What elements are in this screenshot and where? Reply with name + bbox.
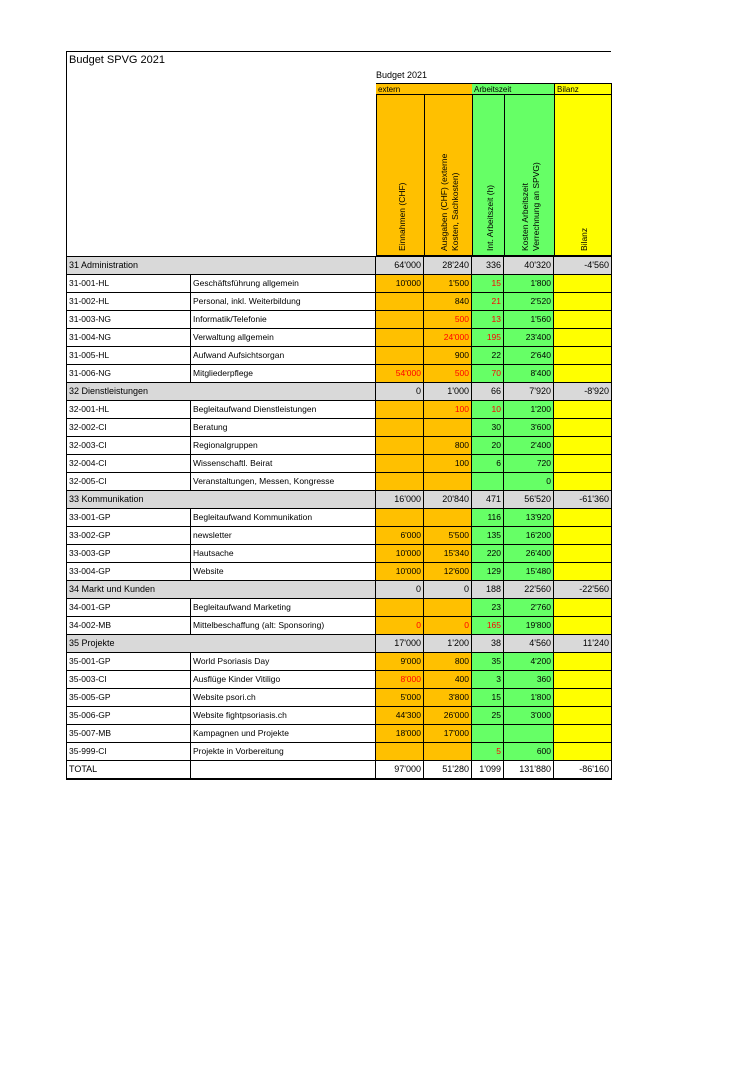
cell-bilanz xyxy=(554,347,612,365)
cell-ausgaben xyxy=(424,599,472,617)
cell-section-spacer xyxy=(191,257,376,275)
cell-ausgaben: 24'000 xyxy=(424,329,472,347)
cell-ausgaben: 500 xyxy=(424,311,472,329)
budget-sheet xyxy=(66,51,611,780)
cell-bilanz xyxy=(554,617,612,635)
col-kosten-label-1: Kosten Arbeitszeit xyxy=(519,182,530,251)
cell-section-label: 31 Administration xyxy=(67,257,191,275)
cell-code: 32-001-HL xyxy=(67,401,191,419)
col-ausgaben-label-1: Ausgaben (CHF) (externe xyxy=(438,153,449,251)
cell-einnahmen xyxy=(376,293,424,311)
cell-kosten: 16'200 xyxy=(504,527,554,545)
cell-code: 33-001-GP xyxy=(67,509,191,527)
cell-stunden: 129 xyxy=(472,563,504,581)
cell-einnahmen xyxy=(376,311,424,329)
budget-table xyxy=(66,256,612,780)
cell-ausgaben: 900 xyxy=(424,347,472,365)
cell-ausgaben xyxy=(424,473,472,491)
cell-stunden: 21 xyxy=(472,293,504,311)
cell-stunden: 116 xyxy=(472,509,504,527)
cell-description: Beratung xyxy=(191,419,376,437)
cell-description: Hautsache xyxy=(191,545,376,563)
section-row xyxy=(67,635,612,653)
cell-stunden: 220 xyxy=(472,545,504,563)
cell-ausgaben: 51'280 xyxy=(424,761,472,780)
cell-einnahmen: 10'000 xyxy=(376,545,424,563)
cell-kosten: 22'560 xyxy=(504,581,554,599)
cell-description: Verwaltung allgemein xyxy=(191,329,376,347)
col-ausgaben-label-2: Kosten, Sachkosten) xyxy=(449,172,460,251)
cell-kosten: 0 xyxy=(504,473,554,491)
table-row xyxy=(67,725,612,743)
cell-kosten: 1'800 xyxy=(504,275,554,293)
cell-description: Regionalgruppen xyxy=(191,437,376,455)
cell-ausgaben: 1'500 xyxy=(424,275,472,293)
cell-section-spacer xyxy=(191,761,376,780)
table-row xyxy=(67,275,612,293)
cell-code: 33-002-GP xyxy=(67,527,191,545)
table-row xyxy=(67,401,612,419)
cell-bilanz xyxy=(554,563,612,581)
cell-kosten: 1'200 xyxy=(504,401,554,419)
cell-section-label: TOTAL xyxy=(67,761,191,780)
cell-stunden: 23 xyxy=(472,599,504,617)
cell-einnahmen xyxy=(376,509,424,527)
cell-einnahmen: 18'000 xyxy=(376,725,424,743)
cell-description: Geschäftsführung allgemein xyxy=(191,275,376,293)
cell-kosten: 13'920 xyxy=(504,509,554,527)
table-row xyxy=(67,545,612,563)
cell-ausgaben: 840 xyxy=(424,293,472,311)
cell-kosten: 2'640 xyxy=(504,347,554,365)
cell-einnahmen xyxy=(376,419,424,437)
cell-einnahmen: 16'000 xyxy=(376,491,424,509)
cell-code: 32-003-CI xyxy=(67,437,191,455)
cell-kosten: 19'800 xyxy=(504,617,554,635)
budget-table-body xyxy=(67,257,612,780)
cell-bilanz xyxy=(554,473,612,491)
cell-code: 34-001-GP xyxy=(67,599,191,617)
cell-code: 31-005-HL xyxy=(67,347,191,365)
cell-kosten: 1'560 xyxy=(504,311,554,329)
cell-stunden: 15 xyxy=(472,689,504,707)
cell-code: 31-006-NG xyxy=(67,365,191,383)
cell-einnahmen: 6'000 xyxy=(376,527,424,545)
cell-ausgaben: 800 xyxy=(424,437,472,455)
cell-kosten: 600 xyxy=(504,743,554,761)
cell-einnahmen: 0 xyxy=(376,383,424,401)
cell-code: 32-002-CI xyxy=(67,419,191,437)
col-kosten-label-2: Verrechnung an SPVG) xyxy=(530,162,541,251)
cell-stunden: 471 xyxy=(472,491,504,509)
cell-stunden: 38 xyxy=(472,635,504,653)
cell-ausgaben: 800 xyxy=(424,653,472,671)
cell-kosten: 4'560 xyxy=(504,635,554,653)
cell-ausgaben: 26'000 xyxy=(424,707,472,725)
section-row xyxy=(67,581,612,599)
cell-stunden: 70 xyxy=(472,365,504,383)
cell-stunden: 1'099 xyxy=(472,761,504,780)
cell-ausgaben: 0 xyxy=(424,617,472,635)
cell-stunden xyxy=(472,725,504,743)
cell-stunden: 135 xyxy=(472,527,504,545)
cell-stunden: 13 xyxy=(472,311,504,329)
cell-code: 33-003-GP xyxy=(67,545,191,563)
table-row xyxy=(67,743,612,761)
table-row xyxy=(67,707,612,725)
col-einnahmen-label: Einnahmen (CHF) xyxy=(396,182,407,251)
cell-ausgaben: 17'000 xyxy=(424,725,472,743)
cell-einnahmen xyxy=(376,455,424,473)
cell-code: 33-004-GP xyxy=(67,563,191,581)
table-row xyxy=(67,509,612,527)
table-row xyxy=(67,365,612,383)
col-header-einnahmen xyxy=(376,95,424,256)
cell-bilanz: -61'360 xyxy=(554,491,612,509)
cell-ausgaben xyxy=(424,419,472,437)
sheet-title: Budget SPVG 2021 xyxy=(66,51,611,68)
group-bilanz: Bilanz xyxy=(554,83,612,95)
table-row xyxy=(67,419,612,437)
group-arbeitszeit: Arbeitszeit xyxy=(472,83,554,95)
cell-kosten: 40'320 xyxy=(504,257,554,275)
cell-bilanz xyxy=(554,671,612,689)
cell-code: 31-003-NG xyxy=(67,311,191,329)
table-row xyxy=(67,563,612,581)
cell-bilanz: -86'160 xyxy=(554,761,612,780)
cell-description: Begleitaufwand Dienstleistungen xyxy=(191,401,376,419)
cell-bilanz xyxy=(554,599,612,617)
cell-bilanz xyxy=(554,329,612,347)
cell-einnahmen xyxy=(376,329,424,347)
cell-kosten xyxy=(504,725,554,743)
cell-description: World Psoriasis Day xyxy=(191,653,376,671)
cell-section-spacer xyxy=(191,383,376,401)
cell-ausgaben: 1'200 xyxy=(424,635,472,653)
cell-bilanz xyxy=(554,545,612,563)
cell-description: Website psori.ch xyxy=(191,689,376,707)
cell-einnahmen: 44'300 xyxy=(376,707,424,725)
cell-section-spacer xyxy=(191,635,376,653)
cell-description: Begleitaufwand Kommunikation xyxy=(191,509,376,527)
cell-stunden: 10 xyxy=(472,401,504,419)
cell-ausgaben: 12'600 xyxy=(424,563,472,581)
cell-einnahmen: 9'000 xyxy=(376,653,424,671)
cell-einnahmen xyxy=(376,347,424,365)
cell-code: 35-006-GP xyxy=(67,707,191,725)
cell-section-spacer xyxy=(191,491,376,509)
table-row xyxy=(67,671,612,689)
table-row xyxy=(67,329,612,347)
cell-einnahmen: 0 xyxy=(376,581,424,599)
cell-kosten: 1'800 xyxy=(504,689,554,707)
cell-bilanz xyxy=(554,743,612,761)
col-header-ausgaben xyxy=(424,95,472,256)
cell-einnahmen xyxy=(376,599,424,617)
cell-description: Personal, inkl. Weiterbildung xyxy=(191,293,376,311)
cell-kosten: 360 xyxy=(504,671,554,689)
cell-bilanz xyxy=(554,689,612,707)
cell-einnahmen xyxy=(376,437,424,455)
cell-code: 35-007-MB xyxy=(67,725,191,743)
cell-kosten: 720 xyxy=(504,455,554,473)
cell-einnahmen: 97'000 xyxy=(376,761,424,780)
cell-code: 35-001-GP xyxy=(67,653,191,671)
section-row xyxy=(67,491,612,509)
cell-section-label: 33 Kommunikation xyxy=(67,491,191,509)
group-extern: extern xyxy=(376,83,472,95)
cell-kosten: 3'000 xyxy=(504,707,554,725)
cell-stunden: 195 xyxy=(472,329,504,347)
col-header-bilanz xyxy=(554,95,612,256)
cell-description: Begleitaufwand Marketing xyxy=(191,599,376,617)
cell-ausgaben: 20'840 xyxy=(424,491,472,509)
cell-ausgaben: 100 xyxy=(424,455,472,473)
cell-kosten: 56'520 xyxy=(504,491,554,509)
cell-kosten: 131'880 xyxy=(504,761,554,780)
cell-code: 35-003-CI xyxy=(67,671,191,689)
cell-einnahmen: 54'000 xyxy=(376,365,424,383)
table-row xyxy=(67,347,612,365)
cell-bilanz xyxy=(554,275,612,293)
cell-section-label: 32 Dienstleistungen xyxy=(67,383,191,401)
cell-stunden: 336 xyxy=(472,257,504,275)
cell-ausgaben: 15'340 xyxy=(424,545,472,563)
cell-stunden: 35 xyxy=(472,653,504,671)
cell-code: 35-999-CI xyxy=(67,743,191,761)
cell-kosten: 2'760 xyxy=(504,599,554,617)
cell-description: newsletter xyxy=(191,527,376,545)
cell-code: 31-004-NG xyxy=(67,329,191,347)
cell-bilanz xyxy=(554,419,612,437)
cell-kosten: 3'600 xyxy=(504,419,554,437)
cell-bilanz xyxy=(554,293,612,311)
table-header xyxy=(66,68,611,256)
table-row xyxy=(67,437,612,455)
cell-bilanz xyxy=(554,653,612,671)
cell-einnahmen xyxy=(376,401,424,419)
cell-stunden: 66 xyxy=(472,383,504,401)
col-bilanz-label: Bilanz xyxy=(579,227,589,251)
cell-description: Projekte in Vorbereitung xyxy=(191,743,376,761)
cell-stunden: 3 xyxy=(472,671,504,689)
cell-bilanz xyxy=(554,725,612,743)
cell-einnahmen: 10'000 xyxy=(376,275,424,293)
cell-bilanz xyxy=(554,707,612,725)
section-row xyxy=(67,257,612,275)
cell-section-spacer xyxy=(191,581,376,599)
cell-section-label: 34 Markt und Kunden xyxy=(67,581,191,599)
cell-stunden: 20 xyxy=(472,437,504,455)
cell-code: 31-002-HL xyxy=(67,293,191,311)
cell-einnahmen: 17'000 xyxy=(376,635,424,653)
cell-ausgaben: 0 xyxy=(424,581,472,599)
cell-stunden: 25 xyxy=(472,707,504,725)
cell-code: 32-005-CI xyxy=(67,473,191,491)
cell-stunden: 6 xyxy=(472,455,504,473)
cell-bilanz xyxy=(554,527,612,545)
cell-stunden xyxy=(472,473,504,491)
col-header-arbeitszeit xyxy=(472,95,504,256)
total-row xyxy=(67,761,612,780)
cell-description: Informatik/Telefonie xyxy=(191,311,376,329)
cell-kosten: 4'200 xyxy=(504,653,554,671)
table-row xyxy=(67,653,612,671)
cell-ausgaben: 400 xyxy=(424,671,472,689)
cell-kosten: 15'480 xyxy=(504,563,554,581)
cell-description: Aufwand Aufsichtsorgan xyxy=(191,347,376,365)
cell-bilanz: -22'560 xyxy=(554,581,612,599)
table-row xyxy=(67,617,612,635)
table-row xyxy=(67,311,612,329)
cell-stunden: 15 xyxy=(472,275,504,293)
cell-ausgaben xyxy=(424,743,472,761)
cell-ausgaben: 500 xyxy=(424,365,472,383)
cell-einnahmen: 0 xyxy=(376,617,424,635)
cell-code: 35-005-GP xyxy=(67,689,191,707)
cell-description: Mitgliederpflege xyxy=(191,365,376,383)
cell-code: 34-002-MB xyxy=(67,617,191,635)
cell-ausgaben: 5'500 xyxy=(424,527,472,545)
cell-description: Kampagnen und Projekte xyxy=(191,725,376,743)
cell-stunden: 165 xyxy=(472,617,504,635)
cell-ausgaben xyxy=(424,509,472,527)
cell-description: Ausflüge Kinder Vitiligo xyxy=(191,671,376,689)
cell-einnahmen: 5'000 xyxy=(376,689,424,707)
cell-stunden: 5 xyxy=(472,743,504,761)
cell-ausgaben: 3'800 xyxy=(424,689,472,707)
table-row xyxy=(67,293,612,311)
cell-stunden: 22 xyxy=(472,347,504,365)
cell-stunden: 30 xyxy=(472,419,504,437)
cell-kosten: 8'400 xyxy=(504,365,554,383)
cell-description: Wissenschaftl. Beirat xyxy=(191,455,376,473)
cell-stunden: 188 xyxy=(472,581,504,599)
cell-ausgaben: 100 xyxy=(424,401,472,419)
table-row xyxy=(67,473,612,491)
cell-ausgaben: 28'240 xyxy=(424,257,472,275)
cell-kosten: 2'520 xyxy=(504,293,554,311)
cell-kosten: 2'400 xyxy=(504,437,554,455)
cell-kosten: 23'400 xyxy=(504,329,554,347)
cell-bilanz xyxy=(554,401,612,419)
cell-code: 31-001-HL xyxy=(67,275,191,293)
cell-kosten: 26'400 xyxy=(504,545,554,563)
col-header-kosten xyxy=(504,95,554,256)
cell-description: Mittelbeschaffung (alt: Sponsoring) xyxy=(191,617,376,635)
cell-bilanz: 11'240 xyxy=(554,635,612,653)
cell-description: Veranstaltungen, Messen, Kongresse xyxy=(191,473,376,491)
section-row xyxy=(67,383,612,401)
col-arbeitszeit-label: Int. Arbeitszeit (h) xyxy=(484,184,495,251)
cell-bilanz: -8'920 xyxy=(554,383,612,401)
cell-bilanz xyxy=(554,437,612,455)
table-row xyxy=(67,527,612,545)
cell-einnahmen: 8'000 xyxy=(376,671,424,689)
cell-kosten: 7'920 xyxy=(504,383,554,401)
cell-einnahmen: 10'000 xyxy=(376,563,424,581)
cell-description: Website xyxy=(191,563,376,581)
cell-einnahmen xyxy=(376,473,424,491)
budget-year-label: Budget 2021 xyxy=(376,70,428,80)
table-row xyxy=(67,455,612,473)
cell-description: Website fightpsoriasis.ch xyxy=(191,707,376,725)
cell-bilanz xyxy=(554,509,612,527)
cell-code: 32-004-CI xyxy=(67,455,191,473)
table-row xyxy=(67,599,612,617)
cell-bilanz xyxy=(554,455,612,473)
cell-bilanz xyxy=(554,365,612,383)
cell-bilanz: -4'560 xyxy=(554,257,612,275)
cell-einnahmen: 64'000 xyxy=(376,257,424,275)
table-row xyxy=(67,689,612,707)
cell-bilanz xyxy=(554,311,612,329)
cell-section-label: 35 Projekte xyxy=(67,635,191,653)
cell-ausgaben: 1'000 xyxy=(424,383,472,401)
cell-einnahmen xyxy=(376,743,424,761)
